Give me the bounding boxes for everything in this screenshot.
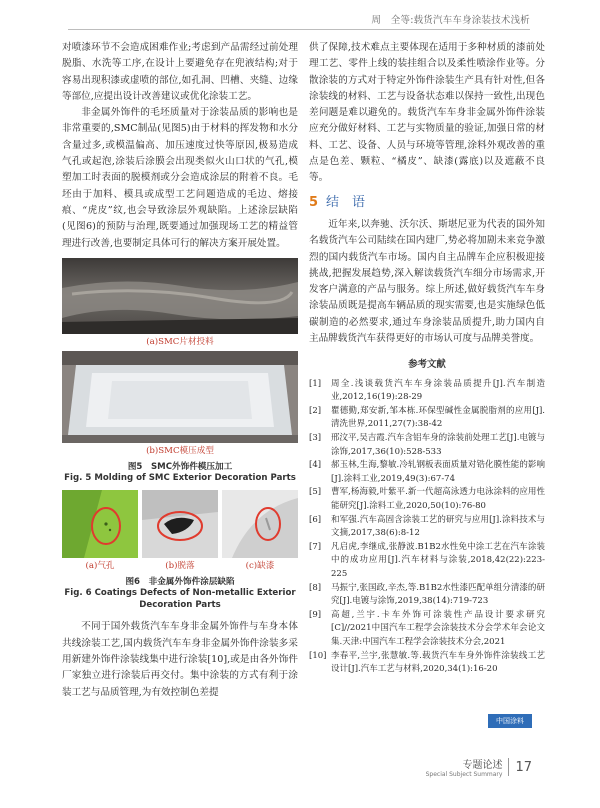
reference-text: 周全.浅谈载货汽车车身涂装品质提升[J].汽车制造业,2012,16(19):28-29 — [331, 378, 545, 403]
reference-item — [309, 459, 545, 486]
left-paragraph-3: 不同于国外载货汽车车身非金属外饰件与车身本体共线涂装工艺,国内载货汽车车身非金属外饰件涂装多采用新建外饰件涂装线集中进行涂装[10],或是由各外饰件厂家独立进行涂装后再交付。集中涂装的方式有利于涂装工艺与品质管理,为有效控制色差提 — [62, 621, 298, 698]
reference-item — [309, 650, 545, 677]
reference-number: [10] — [309, 650, 327, 661]
reference-text: 马振宁,张国政,辛杰,等.B1B2水性漆匹配单组分清漆的研究[J].电镀与涂饰,2019,38(14):719-723 — [331, 582, 545, 607]
right-column — [309, 40, 545, 677]
figure-6c-caption: (c)缺漆 — [245, 561, 275, 572]
reference-number: [3] — [309, 433, 322, 444]
footer-section-en: Special Subject Summary — [425, 771, 503, 778]
reference-item — [309, 609, 545, 650]
left-paragraph-1: 对喷漆环节不会造成困难作业;考虑到产品需经过前处理脱脂、水洗等工序,在设计上要避免存在兜液结构;对于容易出现积漆或虚喷的部位,如孔洞、凹槽、夹缝、边缘等部位,应提出设计改善建议或优化涂装工艺。 — [62, 42, 298, 102]
reference-number: [4] — [309, 460, 322, 471]
right-paragraph-2: 近年来,以奔驰、沃尔沃、斯堪尼亚为代表的国外知名载货汽车公司陆续在国内建厂,势必将加剧未来竞争激烈的国内载货汽车市场。国内自主品牌车企应积极迎接挑战,把握发展趋势,深入解读载货汽车细分市场需求,开发客户满意的产品与服务。综上所述,做好载货汽车车身涂装品质既是提高车辆品质的现实需要,也是实施绿色低碳制造的必然要求,通过车身涂装品质提升,助力国内自主品牌载货汽车获得更好的市场认可度与品牌美誉度。 — [309, 218, 545, 345]
figure-5 — [62, 258, 298, 485]
page-number: 17 — [515, 759, 532, 775]
reference-number: [7] — [309, 541, 322, 552]
reference-item — [309, 432, 545, 459]
running-title: 周 全等:载货汽车车身涂装技术浅析 — [371, 15, 530, 26]
figure-5b-caption: (b)SMC模压成型 — [146, 445, 214, 456]
reference-text: 高超,兰宇.卡车外饰可涂装性产品设计要求研究[C]//2021中国汽车工程学会涂装技术分会学术年会论文集.天津:中国汽车工程学会涂装技术分会,2021 — [331, 609, 545, 647]
left-paragraph-2: 非金属外饰件的毛坯质量对于涂装品质的影响也是非常重要的,SMC制品(见图5)由于材料的挥发物和水分含量过多,或模温偏高、加压速度过快等原因,极易造成气孔或起泡,涂装后涂膜会出现类似火山口状的气孔,模塑加工时表面的脱模剂或分会造成涂层的附着不良。毛坯由于加料、模具或成型工艺问题造成的毛边、熔接痕、“虎皮”纹,也会导致涂层外观缺陷。上述涂层缺陷(见图6)的预防与治理,既要通过加强现场工艺的精益管理进行改善,也要制定具体可行的解决方案开展处置。 — [62, 107, 298, 249]
journal-logo: 中国涂料 — [488, 714, 532, 728]
figure-6-caption-cn: 图6 非金属外饰件涂层缺陷 — [125, 577, 235, 588]
left-column — [62, 40, 298, 701]
reference-text: 凡启虎,李继成,张静波.B1B2水性免中涂工艺在汽车涂装中的成功应用[J].汽车材料与涂装,2018,42(22):223-225 — [331, 541, 545, 579]
figure-6-caption-en: Fig. 6 Coatings Defects of Non-metallic Exterior Decoration Parts — [64, 588, 296, 610]
reference-text: 李春平,兰宇,张慧敏.等.载货汽车车身外饰件涂装线工艺设计[J].汽车工艺与材料,2020,34(1):16-20 — [331, 650, 545, 675]
reference-number: [2] — [309, 405, 322, 416]
missing-paint-defect-photo — [222, 490, 298, 558]
reference-item — [309, 405, 545, 432]
reference-text: 郝玉林,生海,黎敏.冷轧钢板表面质量对锆化膜性能的影响[J].涂料工业,2019,49(3):67-74 — [331, 460, 545, 484]
reference-number: [6] — [309, 514, 322, 525]
section-title: 结 语 — [326, 194, 366, 210]
smc-molding-photo — [62, 351, 298, 443]
figure-5-caption-en: Fig. 5 Molding of SMC Exterior Decoration Parts — [64, 472, 296, 483]
references-title: 参考文献 — [408, 359, 446, 371]
reference-text: 曹军,杨海毅,叶紫平.新一代超高泳透力电泳涂料的应用性能研究[J].涂料工业,2020,50(10):76-80 — [331, 487, 545, 511]
reference-number: [9] — [309, 609, 322, 620]
right-paragraph-1: 供了保障,技术难点主要体现在适用于多种材质的漆前处理工艺、零件上线的装挂组合以及柔性喷涂作业等。分散涂装的方式对于特定外饰件涂装生产具有针对性,但各涂装线的材料、工艺与设备状态难以保持一致性,出现色差问题是难以避免的。载货汽车车身非金属外饰件涂装应充分做好材料、工艺与实物质量的验证,加强日常的材料、工艺、设备、人员与环境等管理,涂料外观改善的重点是色差、颗粒、“橘皮”、缺漆(露底)以及遮蔽不良等。 — [309, 42, 545, 184]
reference-number: [1] — [309, 378, 322, 389]
reference-item — [309, 582, 545, 609]
figure-6b-caption: (b)脱落 — [165, 561, 195, 572]
reference-item — [309, 486, 545, 513]
reference-item — [309, 514, 545, 541]
section-number: 5 — [309, 194, 319, 210]
reference-list — [309, 378, 545, 677]
smc-sheet-feeding-photo — [62, 258, 298, 334]
reference-number: [5] — [309, 487, 322, 498]
page-footer — [426, 756, 532, 778]
reference-text: 瞿德勤,郑安新,邹本栋.环保型碱性金属脱脂剂的应用[J].清洗世界,2011,27(7):38-42 — [331, 405, 545, 430]
figure-6 — [62, 490, 298, 611]
reference-item — [309, 378, 545, 405]
section-heading — [309, 195, 545, 211]
pinhole-defect-photo — [62, 490, 138, 558]
reference-text: 和军强.汽车高固含涂装工艺的研究与应用[J].涂料技术与文摘,2017,38(6):8-12 — [331, 514, 545, 539]
running-header — [68, 8, 530, 30]
footer-divider — [508, 758, 509, 776]
footer-section-cn: 专题论述 — [462, 760, 503, 771]
peeling-defect-photo — [142, 490, 218, 558]
reference-text: 邢汶平,吴吉霞.汽车含铝车身的涂装前处理工艺[J].电镀与涂饰,2017,36(10):528-533 — [331, 433, 545, 457]
figure-5-caption-cn: 图5 SMC外饰件模压加工 — [127, 461, 233, 472]
reference-number: [8] — [309, 582, 322, 593]
figure-6a-caption: (a)气孔 — [85, 561, 115, 572]
figure-5a-caption: (a)SMC片材投料 — [146, 336, 214, 347]
reference-item — [309, 541, 545, 582]
